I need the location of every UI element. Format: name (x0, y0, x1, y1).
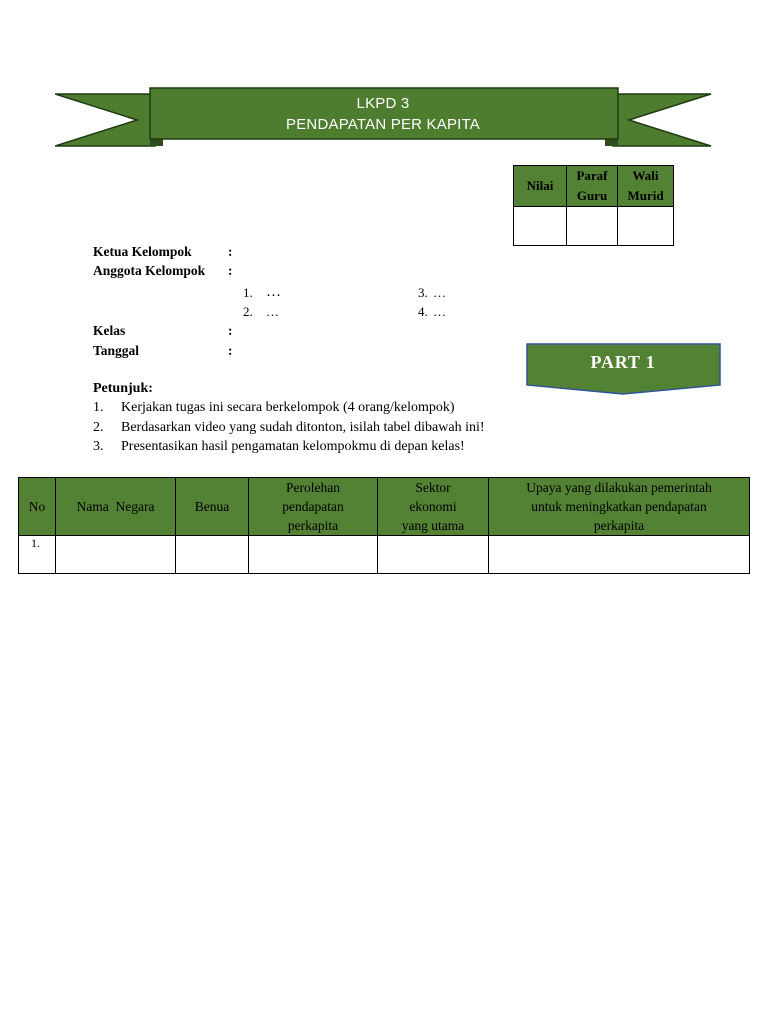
header-sektor-line1: Sektor (415, 480, 451, 495)
header-benua (176, 478, 249, 536)
benua-cell[interactable] (176, 536, 249, 574)
worksheet-number: LKPD 3 (356, 95, 410, 112)
score-header-nilai (514, 166, 567, 207)
tanggal-colon: : (228, 343, 233, 358)
ketua-kelompok-colon: : (228, 244, 233, 259)
country-income-table (18, 477, 750, 574)
instruction-1-text: Kerjakan tugas ini secara berkelompok (4 orang/kelompok) (121, 400, 455, 415)
nilai-cell[interactable] (514, 207, 567, 246)
score-table-header-row (514, 166, 674, 207)
score-header-wali-line2: Murid (627, 188, 664, 203)
instruction-3-number: 3. (93, 439, 104, 454)
upaya-pemerintah-cell[interactable] (489, 536, 750, 574)
header-benua-label: Benua (194, 499, 230, 514)
ribbon-right-tail (613, 94, 711, 146)
header-perolehan-line1: Perolehan (286, 480, 340, 495)
member-1-number: 1. (243, 285, 253, 300)
member-4-value[interactable]: … (433, 304, 446, 319)
score-header-wali-line1: Wali (632, 168, 659, 183)
nama-negara-cell[interactable] (56, 536, 176, 574)
sektor-ekonomi-cell[interactable] (378, 536, 489, 574)
anggota-kelompok-colon: : (228, 263, 233, 278)
part-label: PART 1 (590, 352, 656, 372)
header-sektor-ekonomi (378, 478, 489, 536)
member-4-number: 4. (418, 304, 428, 319)
ketua-kelompok-label: Ketua Kelompok (93, 244, 192, 259)
header-no (19, 478, 56, 536)
instruction-1-number: 1. (93, 400, 104, 415)
member-2-number: 2. (243, 304, 253, 319)
header-no-label: No (28, 499, 46, 514)
score-header-wali-murid (618, 166, 674, 207)
header-upaya-pemerintah (489, 478, 750, 536)
header-perolehan-pendapatan (249, 478, 378, 536)
member-3-number: 3. (418, 285, 428, 300)
header-sektor-line2: ekonomi (409, 499, 457, 514)
score-header-paraf-guru (567, 166, 618, 207)
instructions-title: Petunjuk: (93, 381, 153, 396)
header-upaya-line1: Upaya yang dilakukan pemerintah (526, 480, 712, 495)
score-table (513, 165, 674, 246)
instruction-2-text: Berdasarkan video yang sudah ditonton, isilah tabel dibawah ini! (121, 420, 485, 435)
anggota-kelompok-label: Anggota Kelompok (93, 263, 206, 278)
score-table-input-row (514, 207, 674, 246)
score-header-paraf-line1: Paraf (576, 168, 608, 183)
kelas-label: Kelas (93, 323, 126, 338)
score-header-nilai-label: Nilai (526, 178, 554, 193)
perolehan-pendapatan-cell[interactable] (249, 536, 378, 574)
kelas-colon: : (228, 323, 233, 338)
member-2-value[interactable]: … (266, 304, 279, 319)
header-nama-negara (56, 478, 176, 536)
instruction-3-text: Presentasikan hasil pengamatan kelompokmu di depan kelas! (121, 439, 465, 454)
ribbon-left-tail (55, 94, 155, 146)
header-sektor-line3: yang utama (401, 518, 465, 533)
wali-murid-cell[interactable] (618, 207, 674, 246)
score-header-paraf-line2: Guru (576, 188, 608, 203)
tanggal-label: Tanggal (93, 343, 140, 358)
header-perolehan-line2: pendapatan (282, 499, 344, 514)
header-upaya-line2: untuk meningkatkan pendapatan (531, 499, 707, 514)
member-1-value[interactable]: … (266, 284, 281, 300)
member-3-value[interactable]: … (433, 285, 446, 300)
row-number: 1. (19, 536, 56, 574)
header-perolehan-line3: perkapita (287, 518, 339, 533)
instruction-2-number: 2. (93, 420, 104, 435)
header-upaya-line3: perkapita (593, 518, 645, 533)
table-row (19, 536, 750, 574)
worksheet-title: PENDAPATAN PER KAPITA (286, 116, 480, 133)
main-table-header-row (19, 478, 750, 536)
header-nama-negara-label: Nama Negara (76, 499, 155, 514)
paraf-guru-cell[interactable] (567, 207, 618, 246)
